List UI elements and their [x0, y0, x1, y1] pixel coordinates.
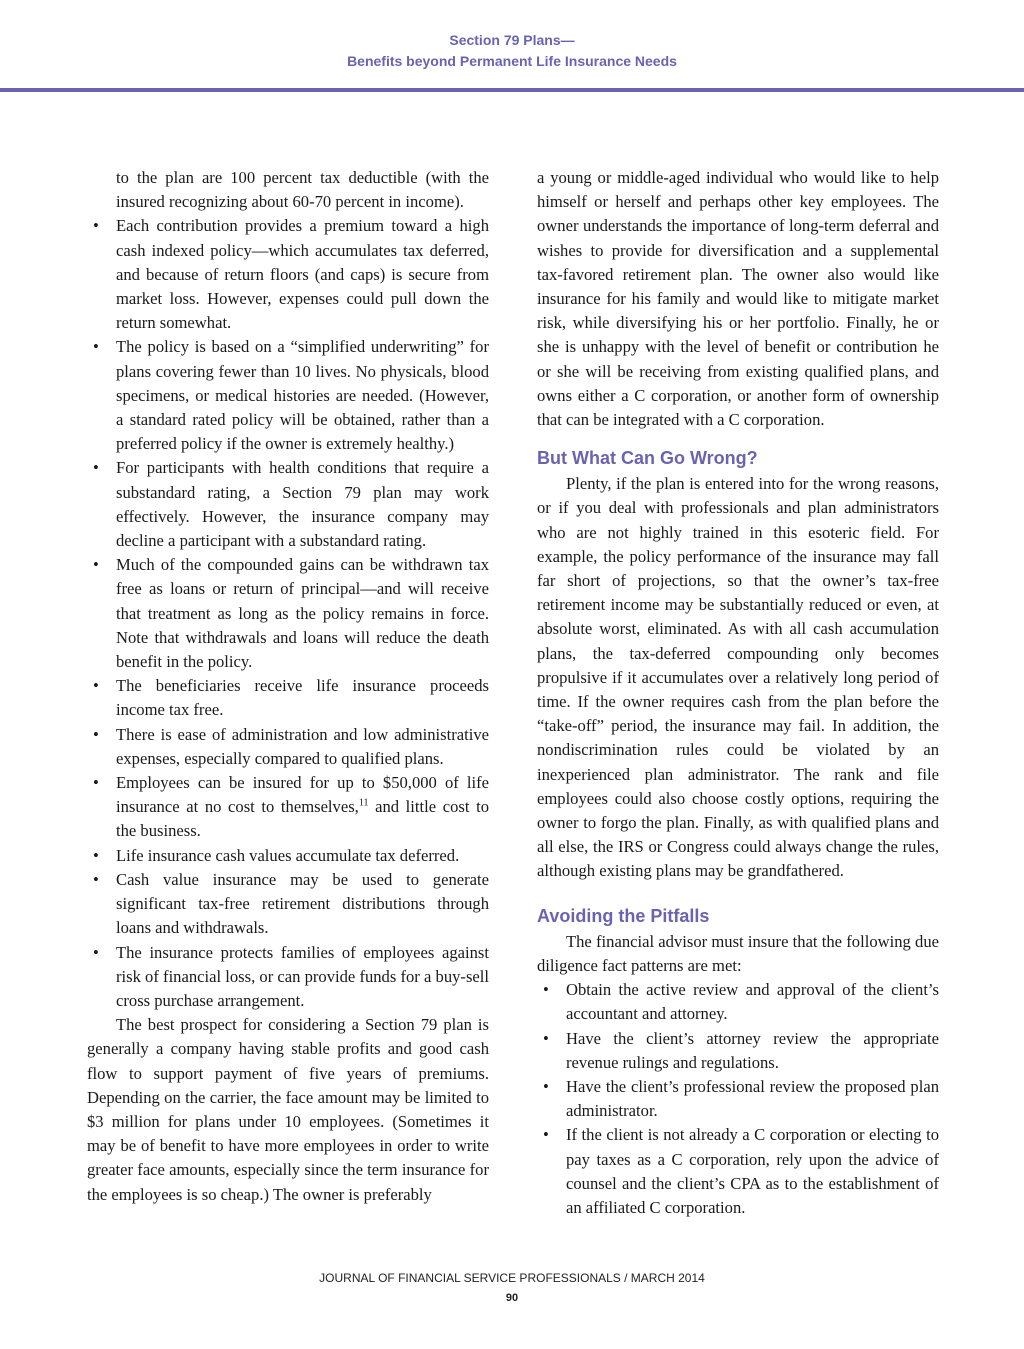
list-item: • Much of the compounded gains can be withdrawn tax free as loans or return of principal—and will receive that treatment as long as the policy remains in force. Note that withdrawals and loans will reduce the death benefit in the policy.: [93, 555, 489, 672]
running-header: [0, 30, 1024, 72]
bullet-icon: •: [93, 216, 99, 236]
left-continuation-text: to the plan are 100 percent tax deductible (with the insured recognizing about 60-70 percent in income).: [116, 168, 489, 212]
bullet-icon: •: [543, 980, 549, 1000]
bullet-icon: •: [93, 458, 99, 478]
list-item: • Obtain the active review and approval of the client’s accountant and attorney.: [543, 980, 939, 1024]
bullet-icon: •: [93, 942, 99, 962]
bullet-icon: •: [93, 555, 99, 575]
list-item: • Employees can be insured for up to $50,000 of life insurance at no cost to themselves,$^{11}$ and little cost to the business.: [93, 773, 489, 841]
bullet-icon: •: [93, 869, 99, 889]
bullet-icon: •: [543, 1125, 549, 1145]
header-title: Section 79 Plans—: [449, 32, 575, 48]
footnote-ref: 11: [358, 797, 369, 809]
list-item: • For participants with health conditions that require a substandard rating, a Section 79 plan may work effectively. However, the insurance company may decline a participant with a substandard rating.: [93, 458, 489, 551]
list-item: • Cash value insurance may be used to generate significant tax-free retirement distributions through loans and withdrawals.: [93, 869, 489, 938]
right-continuation-text: a young or middle-aged individual who would like to help himself or herself and perhaps other key employees. The owner understands the importance of long-term deferral and wishes to provide for diversification and a supplemental tax-favored retirement plan. The owner also would like insurance for his family and would like to mitigate market risk, while diversifying his or her portfolio. Finally, he or she is unhappy with the level of benefit or contribution he or she will be receiving from existing qualified plans, and owns either a C corporation, or another form of ownership that can be integrated with a C corporation.: [537, 168, 939, 430]
bullet-icon: •: [93, 724, 99, 744]
left-column: [87, 166, 489, 1207]
due-diligence-list: [537, 978, 939, 1220]
section-heading-what-can-go-wrong: But What Can Go Wrong?: [537, 448, 758, 469]
list-item: • Life insurance cash values accumulate tax deferred.: [87, 844, 489, 868]
bullet-icon: •: [93, 337, 99, 357]
bullet-icon: •: [93, 676, 99, 696]
list-item: • The beneficiaries receive life insurance proceeds income tax free.: [93, 676, 489, 720]
header-subtitle: Benefits beyond Permanent Life Insurance Needs: [347, 53, 677, 69]
list-item: • The policy is based on a “simplified underwriting” for plans covering fewer than 10 lives. No physicals, blood specimens, or medical histories are needed. (However, a standard rated policy will be obtained, rather than a preferred policy if the owner is extremely healthy.): [93, 337, 489, 454]
benefits-list: [87, 214, 489, 1013]
list-item: • Have the client’s professional review the proposed plan administrator.: [543, 1076, 939, 1121]
right-column: [537, 166, 939, 1220]
page-number: 90: [505, 1292, 519, 1304]
list-item: • The insurance protects families of employees against risk of financial loss, or can provide funds for a buy-sell cross purchase arrangement.: [93, 942, 489, 1010]
bullet-icon: •: [543, 1028, 549, 1048]
bullet-icon: •: [93, 845, 99, 865]
list-item: • There is ease of administration and low administrative expenses, especially compared to qualified plans.: [93, 724, 489, 768]
journal-citation: JOURNAL OF FINANCIAL SERVICE PROFESSIONALS / MARCH 2014: [319, 1271, 705, 1285]
header-divider: [0, 88, 1024, 92]
pitfalls-intro-paragraph: The financial advisor must insure that the following due diligence fact patterns are met:: [537, 931, 939, 975]
bullet-icon: •: [543, 1076, 549, 1096]
list-item: • If the client is not already a C corporation or electing to pay taxes as a C corporation, rely upon the advice of counsel and the client’s CPA as to the establishment of an affiliated C corporation.: [543, 1125, 939, 1217]
list-item: • Have the client’s attorney review the appropriate revenue rulings and regulations.: [543, 1028, 939, 1072]
section-heading-avoiding-pitfalls: Avoiding the Pitfalls: [537, 905, 710, 926]
best-prospect-paragraph: The best prospect for considering a Section 79 plan is generally a company having stable profits and good cash flow to support payment of five years of premiums. Depending on the carrier, the face amount may be limited to $3 million for plans under 10 employees. (Sometimes it may be of benefit to have more employees in order to write greater face amounts, especially since the term insurance for the employees is so cheap.) The owner is preferably: [87, 1015, 489, 1204]
bullet-icon: •: [93, 773, 99, 793]
what-can-go-wrong-paragraph: Plenty, if the plan is entered into for the wrong reasons, or if you deal with professionals and plan administrators who are not highly trained in this esoteric field. For example, the policy performance of the insurance may fall far short of projections, so that the owner’s tax-free retirement income may be substantially reduced or even, at absolute worst, eliminated. As with all cash accumulation plans, the tax-deferred compounding only becomes propulsive if it accumulates over a relatively long period of time. If the owner requires cash from the plan before the “take-off” period, the insurance may fail. In addition, the nondiscrimination rules could be violated by an inexperienced plan administrator. The rank and file employees could also choose costly options, requiring the owner to forgo the plan. Finally, as with qualified plans and all else, the IRS or Congress could always change the rules, although existing plans may be grandfathered.: [537, 474, 939, 881]
page-footer: [0, 1268, 1024, 1308]
list-item: • Each contribution provides a premium toward a high cash indexed policy—which accumulates tax deferred, and because of return floors (and caps) is secure from market loss. However, expenses could pull down the return somewhat.: [93, 216, 489, 333]
